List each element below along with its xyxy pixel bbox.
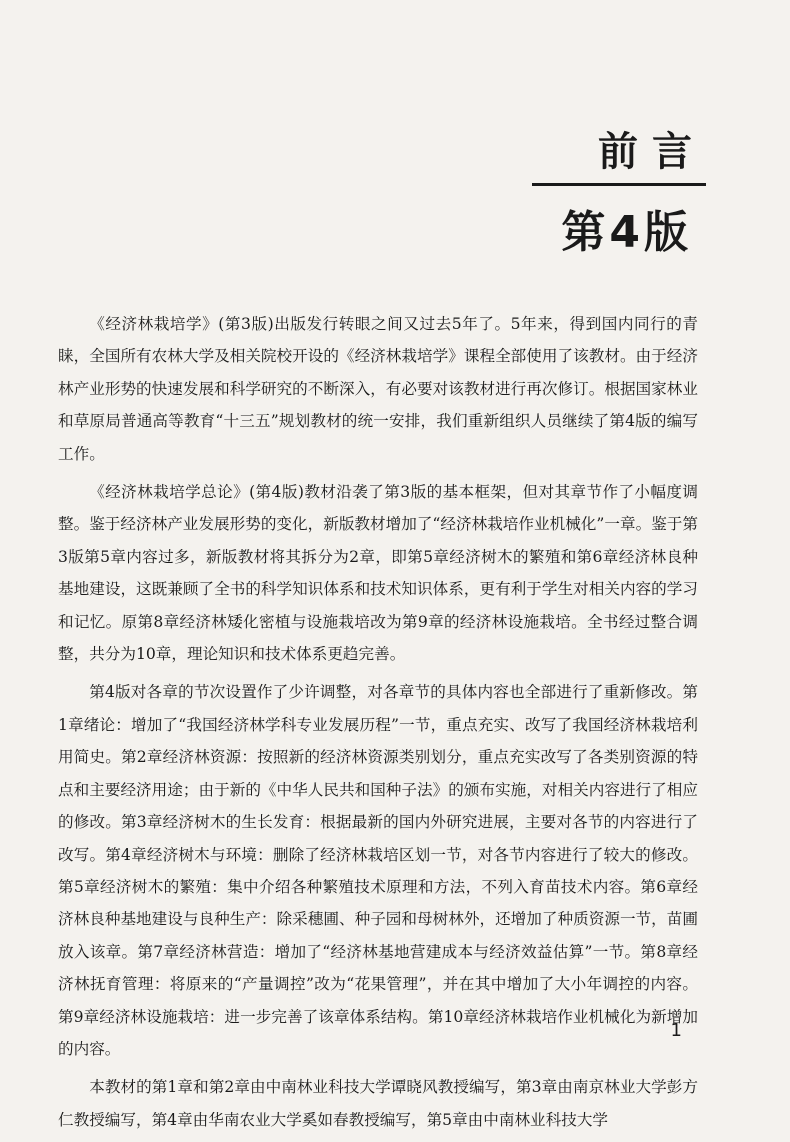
paragraph: 本教材的第1章和第2章由中南林业科技大学谭晓风教授编写，第3章由南京林业大学彭方仁教授编写，第4章由华南农业大学奚如春教授编写，第5章由中南林业科技大学 xyxy=(58,1078,698,1129)
paragraph: 《经济林栽培学总论》(第4版)教材沿袭了第3版的基本框架，但对其章节作了小幅度调整。鉴于经济林产业发展形势的变化，新版教材增加了“经济林栽培作业机械化”一章。鉴于第3版第5章内容过多，新版教材将其拆分为2章，即第5章经济树木的繁殖和第6章经济林良种基地建设，这既兼顾了全书的科学知识体系和技术知识体系，更有利于学生对相关内容的学习和记忆。原第8章经济林矮化密植与设施栽培改为第9章的经济林设施栽培。全书经过整合调整，共分为10章，理论知识和技术体系更趋完善。 xyxy=(58,483,698,664)
paragraph: 《经济林栽培学》(第3版)出版发行转眼之间又过去5年了。5年来，得到国内同行的青睐，全国所有农林大学及相关院校开设的《经济林栽培学》课程全部使用了该教材。由于经济林产业形势的快速发展和科学研究的不断深入，有必要对该教材进行再次修订。根据国家林业和草原局普通高等教育“十三五”规划教材的统一安排，我们重新组织人员继续了第4版的编写工作。 xyxy=(58,315,698,463)
page-title: 前言 xyxy=(532,120,706,186)
page-header xyxy=(532,120,706,260)
body-text xyxy=(58,308,698,1142)
page-number: 1 xyxy=(670,1020,682,1041)
paragraph: 第4版对各章的节次设置作了少许调整，对各章节的具体内容也全部进行了重新修改。第1章绪论：增加了“我国经济林学科专业发展历程”一节，重点充实、改写了我国经济林栽培利用简史。第2章经济林资源：按照新的经济林资源类别划分，重点充实改写了各类别资源的特点和主要经济用途；由于新的《中华人民共和国种子法》的颁布实施，对相关内容进行了相应的修改。第3章经济树木的生长发育：根据最新的国内外研究进展，主要对各节的内容进行了改写。第4章经济树木与环境：删除了经济林栽培区划一节，对各节内容进行了较大的修改。第5章经济树木的繁殖：集中介绍各种繁殖技术原理和方法，不列入育苗技术内容。第6章经济林良种基地建设与良种生产：除采穗圃、种子园和母树林外，还增加了种质资源一节，苗圃放入该章。第7章经济林营造：增加了“经济林基地营建成本与经济效益估算”一节。第8章经济林抚育管理：将原来的“产量调控”改为“花果管理”，并在其中增加了大小年调控的内容。第9章经济林设施栽培：进一步完善了该章体系结构。第10章经济林栽培作业机械化为新增加的内容。 xyxy=(58,683,698,1058)
edition-subtitle: 第4版 xyxy=(561,207,692,258)
